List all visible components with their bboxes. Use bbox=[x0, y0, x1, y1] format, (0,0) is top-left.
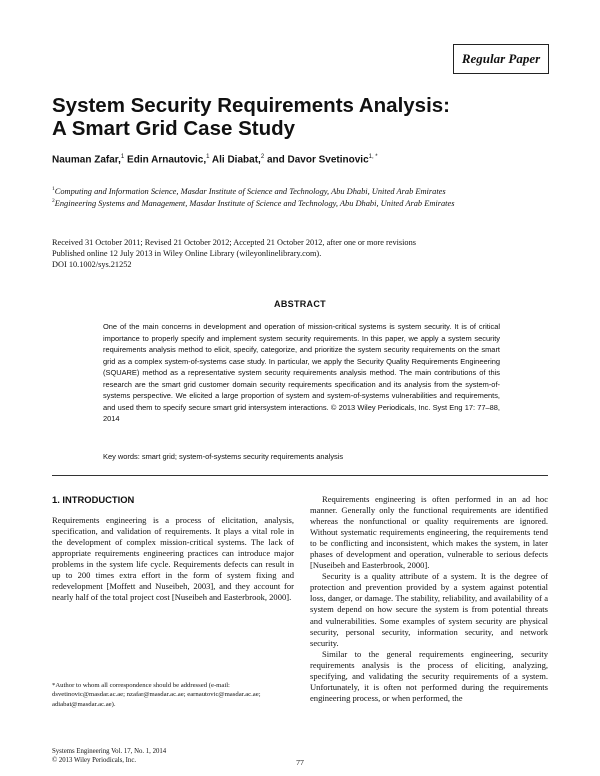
journal-volume: Systems Engineering Vol. 17, No. 1, 2014 bbox=[52, 748, 167, 755]
title-line-1: System Security Requirements Analysis: bbox=[52, 94, 451, 117]
abstract-heading: ABSTRACT bbox=[274, 299, 326, 309]
published-line: Published online 12 July 2013 in Wiley Online Library (wileyonlinelibrary.com). bbox=[52, 249, 322, 258]
keywords: Key words: smart grid; system-of-systems security requirements analysis bbox=[103, 452, 344, 461]
section-heading-introduction: 1. INTRODUCTION bbox=[52, 494, 135, 505]
journal-copyright: © 2013 Wiley Periodicals, Inc. bbox=[52, 756, 137, 764]
left-column bbox=[52, 515, 294, 603]
page-number: 77 bbox=[296, 758, 304, 767]
author-2-affil: 1 bbox=[206, 154, 210, 160]
paper-title bbox=[52, 94, 552, 140]
affiliation-2-num: 2 bbox=[52, 198, 55, 204]
doi-line: DOI 10.1002/sys.21252 bbox=[52, 260, 132, 269]
author-1: Nauman Zafar, bbox=[52, 154, 121, 166]
intro-paragraph-4: Similar to the general requirements engineering, security requirements analysis is the process of eliciting, analyzing, specifying, and validating the security requirements of a system. Unfortunately, it is often not performed during the requirements engineering process, or when performed, the bbox=[310, 648, 548, 703]
affiliation-2-text: Engineering Systems and Management, Masdar Institute of Science and Technology, Abu Dhabi, United Arab Emirates bbox=[54, 198, 455, 208]
intro-paragraph-2: Requirements engineering is often performed in an ad hoc manner. Generally only the functional requirements are identified whereas the nonfunctional or quality requirements are ignored. Without systematic requirements engineering, the requirements tend to be conflicting and inconsistent, which makes the system, in later phases of development and operation, vulnerable to serious defects [Nuseibeh and Easterbrook, 2000]. bbox=[310, 494, 548, 571]
author-2: Edin Arnautovic, bbox=[127, 154, 207, 166]
affiliation-1 bbox=[52, 186, 446, 196]
footnote-text: *Author to whom all correspondence should be addressed (e-mail: dsvetinovic@masdar.ac.ae; nzafar@masdar.ac.ae; earnautovic@masdar.ac.ae; adiabat@masdar.ac.ae). bbox=[52, 682, 261, 708]
author-3-affil: 2 bbox=[260, 154, 265, 160]
author-4: and Davor Svetinovic bbox=[266, 154, 369, 166]
author-4-affil: 1, * bbox=[368, 154, 378, 160]
intro-paragraph-3: Security is a quality attribute of a system. It is the degree of protection and prevention provided by a system against potential loss, danger, or damage. The stability, reliability, and availability of a system depend on how secure the system is from potential threats and vulnerabilities. Some examples of system security are physical security, personal security, information security, and network security. bbox=[310, 571, 548, 648]
abstract-body: One of the main concerns in development and operation of mission-critical systems is system security. It is of critical importance to properly specify and implement system security requirements. In this paper, we apply a system security requirements analysis method to elicit, specify, categorize, and prioritize the system security requirements on the smart grid as a complex system-of-systems case study. In particular, we apply the Security Quality Requirements Engineering (SQUARE) method as a representative system security requirements analysis method. The main contributions of this research are the smart grid customer domain security requirements specification and its analysis from the system-of-systems perspective. We elicited a large proportion of system and system-of-systems vulnerabilities and requirements, and used them to specify secure smart grid intersystem interactions. © 2013 Wiley Periodicals, Inc. Syst Eng 17: 77–88, 2014 bbox=[103, 322, 500, 424]
received-line: Received 31 October 2011; Revised 21 October 2012; Accepted 21 October 2012, after one or more revisions bbox=[52, 238, 416, 247]
intro-paragraph-1: Requirements engineering is a process of elicitation, analysis, specification, and validation of requirements. It plays a vital role in the development of complex mission-critical systems. The lack of appropriate requirements engineering practices can introduce major problems in the system life cycle. Requirements defects can result in up to 200 times extra effort in the form of system fixing and redevelopment [Moffett and Nuseibeh, 2003], and they account for nearly half of the total project cost [Nuseibeh and Easterbrook, 2000]. bbox=[52, 515, 294, 603]
author-list bbox=[52, 154, 378, 165]
affiliation-1-num: 1 bbox=[52, 186, 55, 192]
paper-type-label: Regular Paper bbox=[461, 51, 541, 66]
affiliation-2 bbox=[52, 198, 454, 208]
title-line-2: A Smart Grid Case Study bbox=[52, 117, 296, 140]
section-divider bbox=[52, 475, 548, 476]
author-1-affil: 1 bbox=[120, 154, 125, 160]
right-column bbox=[310, 494, 548, 704]
affiliation-1-text: Computing and Information Science, Masdar Institute of Science and Technology, Abu Dhabi, United Arab Emirates bbox=[54, 186, 446, 196]
publication-history bbox=[52, 237, 416, 270]
author-3: Ali Diabat, bbox=[211, 154, 261, 166]
correspondence-footnote bbox=[52, 681, 294, 709]
paper-type-badge bbox=[453, 44, 549, 74]
